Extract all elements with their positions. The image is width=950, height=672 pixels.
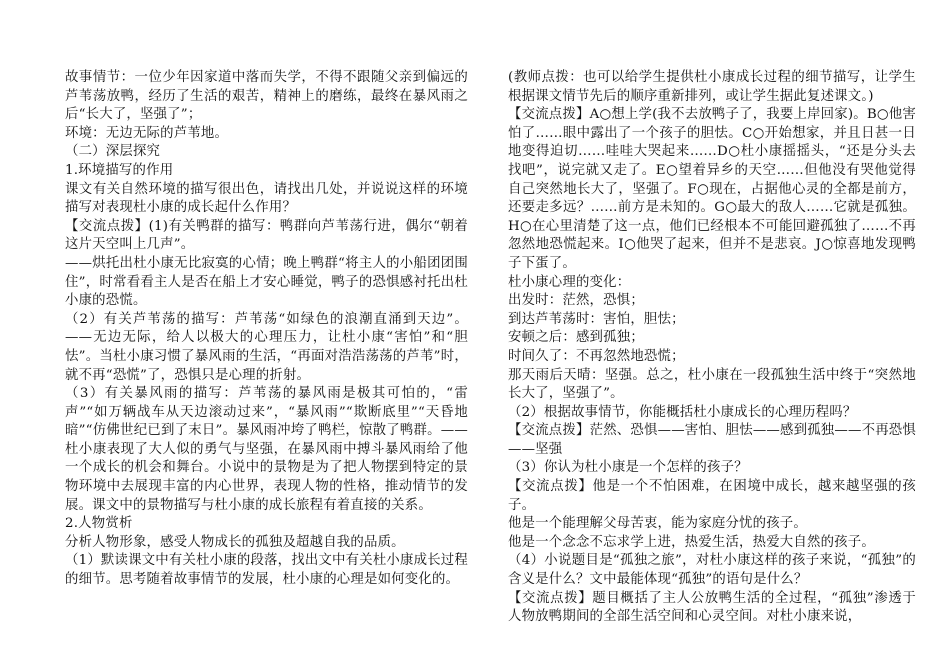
paragraph: 他是一个念念不忘求学上进，热爱生活，热爱大自然的孩子。: [508, 534, 875, 550]
paragraph: (教师点拨：也可以给学生提供杜小康成长过程的细节描写，让学生根据课文情节先后的顺序重新排列，或让学生据此复述课文。): [508, 70, 916, 104]
paragraph: 【交流点拨】茫然、恐惧——害怕、胆怯——感到孤独——不再恐惧——坚强: [508, 423, 916, 457]
paragraph: 杜小康心理的变化：: [508, 274, 631, 290]
paragraph: 环境：无边无际的芦苇地。: [65, 125, 229, 141]
paragraph: 他是一个能理解父母苦衷，能为家庭分忧的孩子。: [508, 516, 807, 532]
list-item: 时间久了：不再忽然地恐慌；: [508, 348, 685, 364]
paragraph: 课文有关自然环境的描写很出色，请找出几处，并说说这样的环境描写对表现杜小康的成长起什么作用？: [65, 181, 468, 216]
paragraph: 【交流点拨】题目概括了主人公放鸭生活的全过程，“孤独”渗透于人物放鸭期间的全部生活空间和心灵空间。对杜小康来说，: [508, 590, 916, 625]
left-column: [65, 69, 468, 590]
paragraph: 分析人物形象，感受人物成长的孤独及超越自我的品质。: [65, 534, 405, 550]
paragraph: （3）有关暴风雨的描写：芦苇荡的暴风雨是极其可怕的，“雷声”“如万辆战车从天边滚动过来”，“暴风雨”“欺断底里”“天昏地暗”“仿佛世纪已到了末日”。暴风雨冲垮了鸭栏，惊散了鸭群。——杜小康表现了大人似的勇气与坚强，在暴风雨中搏斗暴风雨给了他一个成长的机会和舞台。小说中的景物是为了把人物摆到特定的景物环境中去展现丰富的内心世界，表现人物的性格，推动情节的发展。课文中的景物描写与杜小康的成长旅程有着直接的关系。: [65, 386, 468, 513]
right-column: [508, 69, 916, 627]
list-item: 到达芦苇荡时：害怕，胆怯；: [508, 311, 685, 327]
paragraph: （2）有关芦苇荡的描写：芦苇荡“如绿色的浪潮直涌到天边”。——无边无际，给人以极大的心理压力，让杜小康“害怕”和“胆怯”。当杜小康习惯了暴风雨的生活，“再面对浩浩荡荡的芦苇”时，就不再“恐慌”了，恐惧只是心理的折射。: [65, 311, 468, 383]
paragraph: 【交流点拨】A○想上学(我不去放鸭子了，我要上岸回家)。B○他害怕了……眼中露出了一个孩子的胆怯。C○开始想家，并且日甚一日地变得迫切……哇哇大哭起来……D○杜小康摇摇头，“还是分头去找吧”，说完就又走了。E○望着异乡的天空……但他没有哭他觉得自己突然地长大了，坚强了。F○现在，占据他心灵的全都是前方，还要走多远？……前方是未知的。G○最大的敌人……它就是孤独。H○在心里清楚了这一点，他们已经根本不可能回避孤独了……不再忽然地恐慌起来。I○他哭了起来，但并不是悲哀。J○惊喜地发现鸭子下蛋了。: [508, 107, 916, 271]
paragraph: ——烘托出杜小康无比寂寞的心情；晚上鸭群“将主人的小船团团围住”，时常看看主人是否在船上才安心睡觉，鸭子的恐惧感衬托出杜小康的恐慌。: [65, 255, 468, 309]
list-item: 那天雨后天晴：坚强。总之，杜小康在一段孤独生活中终于“突然地长大了，坚强了”。: [508, 367, 916, 402]
question: （2）根据故事情节，你能概括杜小康成长的心理历程吗？: [508, 404, 857, 420]
paragraph: 故事情节：一位少年因家道中落而失学，不得不跟随父亲到偏远的芦苇荡放鸭，经历了生活的艰苦，精神上的磨练，最终在暴风雨之后“长大了，坚强了”；: [65, 70, 468, 123]
question: （4）小说题目是“孤独之旅”，对杜小康这样的孩子来说，“孤独”的含义是什么？文中最能体现“孤独”的语句是什么？: [508, 553, 916, 588]
question: （3）你认为杜小康是一个怎样的孩子？: [508, 460, 748, 476]
paragraph: （1）默读课文中有关杜小康的段落，找出文中有关杜小康成长过程的细节。思考随着故事情节的发展，杜小康的心理是如何变化的。: [65, 553, 468, 588]
paragraph: 【交流点拨】他是一个不怕困难，在困境中成长，越来越坚强的孩子。: [508, 479, 916, 513]
subsection-heading: 1.环境描写的作用: [65, 162, 174, 178]
subsection-heading: 2.人物赏析: [65, 516, 133, 532]
list-item: 出发时：茫然，恐惧；: [508, 293, 644, 309]
section-heading: （二）深层探究: [65, 144, 161, 160]
paragraph: 【交流点拨】(1)有关鸭群的描写：鸭群向芦苇荡行进，偶尔“朝着这片天空叫上几声”。: [65, 218, 468, 253]
list-item: 安顿之后：感到孤独；: [508, 330, 644, 346]
